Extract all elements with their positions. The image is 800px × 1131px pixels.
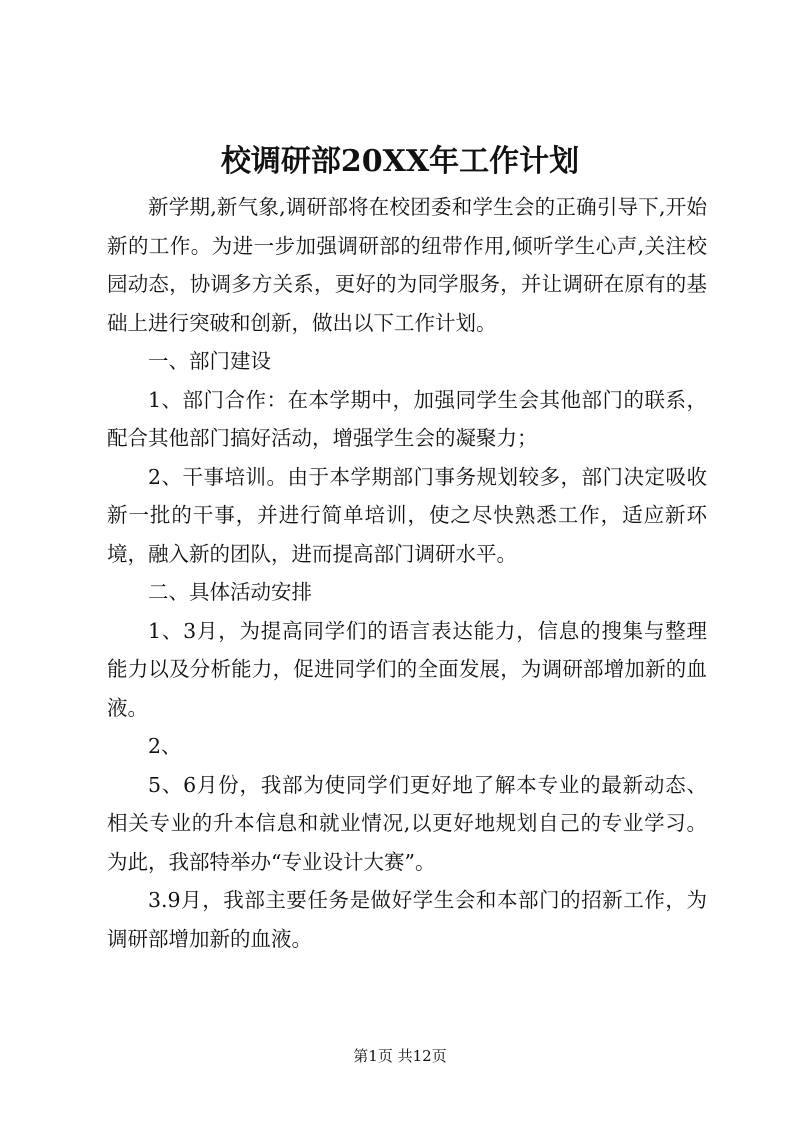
paragraph-intro: 新学期,新气象,调研部将在校团委和学生会的正确引导下,开始新的工作。为进一步加强调研部的纽带作用,倾听学生心声,关注校园动态，协调多方关系，更好的为同学服务，并让调研在原有的基础上进行突破和创新，做出以下工作计划。 [107,195,707,335]
paragraph-item-2: 2、 [148,734,182,758]
section-heading-activities: 二、具体活动安排 [148,580,312,604]
document-title: 校调研部20XX年工作计划 [220,144,580,179]
page-footer: 第1页 共12页 [353,1047,447,1065]
document-body [107,188,707,958]
paragraph-march: 1、3月，为提高同学们的语言表达能力，信息的搜集与整理能力以及分析能力，促进同学们的全面发展，为调研部增加新的血液。 [107,618,707,720]
paragraph-training: 2、干事培训。由于本学期部门事务规划较多，部门决定吸收新一批的干事，并进行简单培训，使之尽快熟悉工作，适应新环境，融入新的团队，进而提高部门调研水平。 [107,464,707,566]
paragraph-september: 3.9月，我部主要任务是做好学生会和本部门的招新工作，为调研部增加新的血液。 [107,888,707,951]
section-heading-department: 一、部门建设 [148,349,271,373]
paragraph-cooperation: 1、部门合作：在本学期中，加强同学生会其他部门的联系，配合其他部门搞好活动，增强学生会的凝聚力； [107,387,707,450]
paragraph-may-june: 5、6月份，我部为使同学们更好地了解本专业的最新动态、相关专业的升本信息和就业情况,以更好地规划自己的专业学习。为此，我部特举办“专业设计大赛”。 [107,772,707,874]
